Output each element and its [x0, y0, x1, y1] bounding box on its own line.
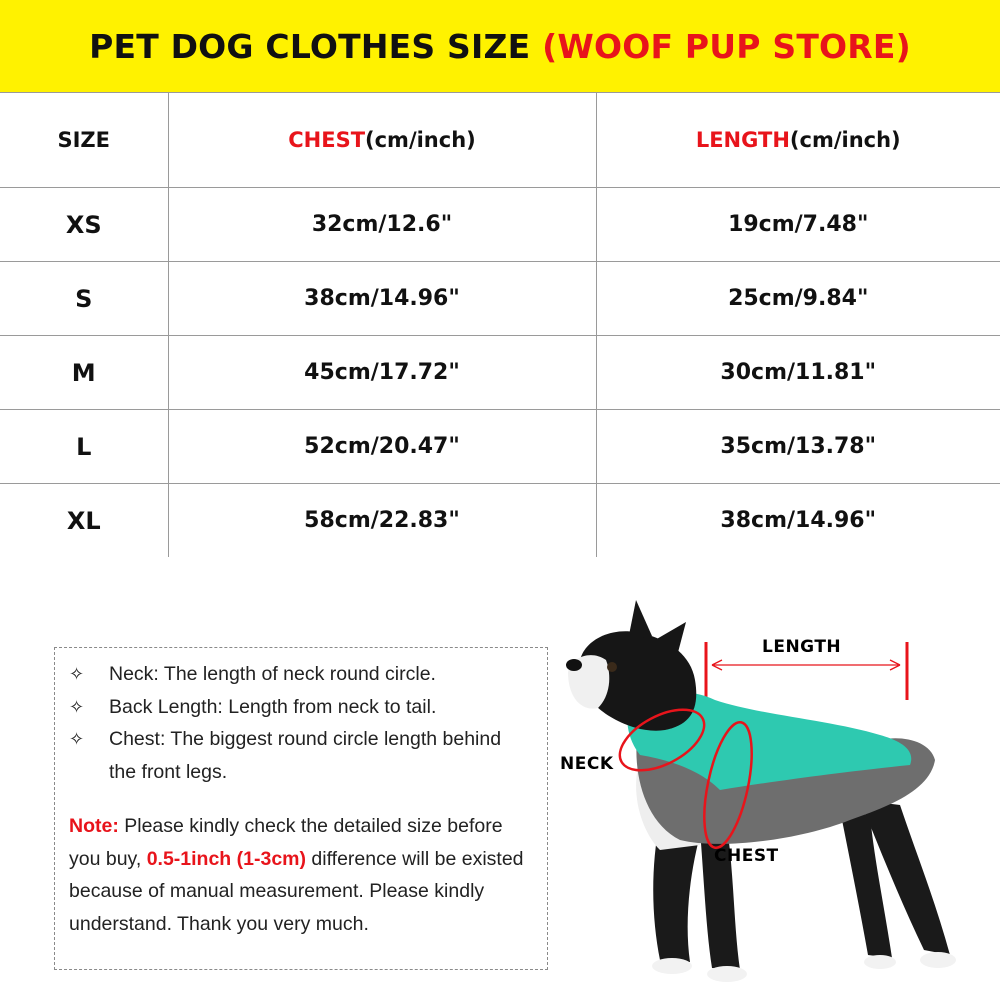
- list-item: [69, 658, 533, 691]
- list-item: [69, 723, 533, 788]
- dog-ear-left: [628, 600, 652, 640]
- length-cell: 38cm/14.96": [596, 484, 1000, 558]
- title-banner: [0, 0, 1000, 92]
- list-item: [69, 691, 533, 724]
- chest-cell: 52cm/20.47": [168, 410, 596, 484]
- header-chest-unit: (cm/inch): [365, 128, 476, 152]
- banner-store-name: (WOOF PUP STORE): [542, 26, 911, 66]
- table-header-row: [0, 93, 1000, 188]
- dog-nose: [566, 659, 582, 671]
- header-length-unit: (cm/inch): [789, 128, 901, 152]
- chest-cell: 58cm/22.83": [168, 484, 596, 558]
- length-cell: 25cm/9.84": [596, 262, 1000, 336]
- length-cell: 19cm/7.48": [596, 188, 1000, 262]
- banner-title: PET DOG CLOTHES SIZE: [89, 26, 543, 66]
- dog-measurement-diagram: [555, 590, 995, 995]
- length-cell: 35cm/13.78": [596, 410, 1000, 484]
- sparkle-icon: ✧: [69, 729, 85, 749]
- sparkle-icon: ✧: [69, 664, 85, 684]
- header-chest-label: CHEST: [288, 128, 366, 152]
- neck-note: Neck: The length of neck round circle.: [109, 663, 436, 685]
- sparkle-icon: ✧: [69, 696, 85, 717]
- size-table: [0, 92, 1000, 557]
- table-row: [0, 188, 1000, 262]
- note-text: Please kindly check the detailed size before you buy,: [69, 815, 503, 870]
- note-tolerance: 0.5-1inch (1-3cm): [146, 847, 306, 870]
- back-length-note: Back Length: Length from neck to tail.: [109, 695, 437, 718]
- dog-eye: [607, 662, 617, 672]
- disclaimer-note: [69, 810, 533, 940]
- header-chest: [168, 93, 596, 188]
- table-row: [0, 336, 1000, 410]
- header-length-label: LENGTH: [695, 128, 790, 152]
- note-label: Note:: [69, 815, 119, 837]
- header-length: [596, 93, 1000, 188]
- size-cell: M: [0, 336, 168, 410]
- chest-label: CHEST: [714, 846, 779, 866]
- measurement-notes-box: [54, 647, 548, 970]
- chest-note: Chest: The biggest round circle length behind the front legs.: [109, 728, 502, 783]
- header-size: SIZE: [0, 93, 168, 188]
- table-row: [0, 410, 1000, 484]
- table-row: [0, 484, 1000, 558]
- chest-cell: 32cm/12.6": [168, 188, 596, 262]
- size-cell: S: [0, 262, 168, 336]
- note-text-cont: difference will be existed because of manual measurement. Please kindly understand. Thank you very much.: [69, 847, 524, 935]
- size-cell: XL: [0, 484, 168, 558]
- table-row: [0, 262, 1000, 336]
- dog-paws: [652, 952, 956, 982]
- size-cell: L: [0, 410, 168, 484]
- length-cell: 30cm/11.81": [596, 336, 1000, 410]
- chest-cell: 38cm/14.96": [168, 262, 596, 336]
- length-label: LENGTH: [762, 637, 842, 657]
- chest-cell: 45cm/17.72": [168, 336, 596, 410]
- neck-label: NECK: [560, 754, 614, 774]
- size-cell: XS: [0, 188, 168, 262]
